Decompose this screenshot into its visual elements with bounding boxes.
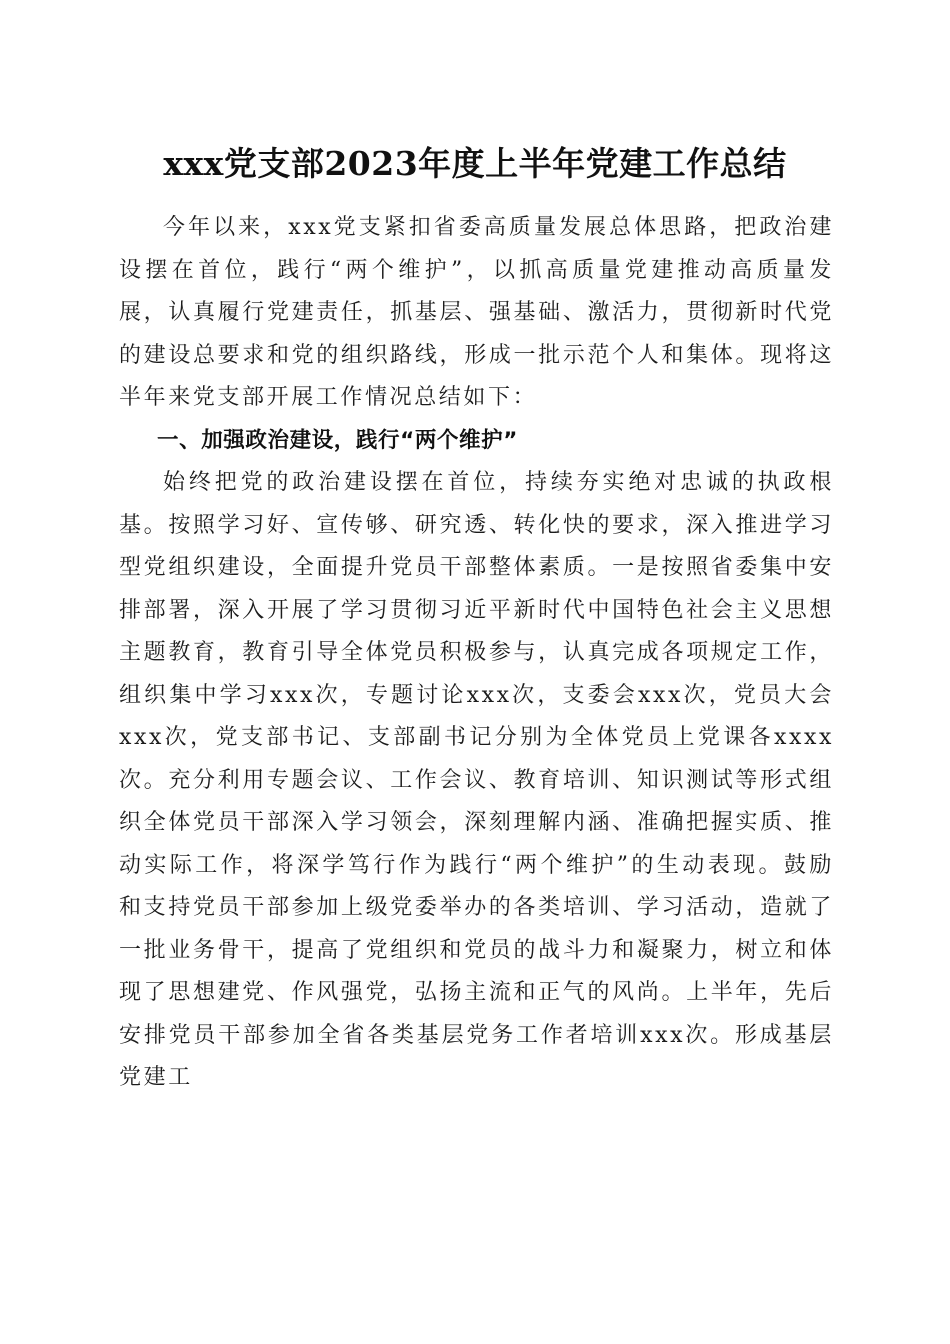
document-title: xxx党支部2023年度上半年党建工作总结 — [163, 144, 787, 183]
section-1-heading: 一、加强政治建设，践行“两个维护” — [157, 427, 518, 453]
document-body — [119, 207, 834, 1100]
section-1-paragraph: 始终把党的政治建设摆在首位，持续夯实绝对忠诚的执政根基。按照学习好、宣传够、研究透、转化快的要求，深入推进学习型党组织建设，全面提升党员干部整体素质。一是按照省委集中安排部署，深入开展了学习贯彻习近平新时代中国特色社会主义思想主题教育，教育引导全体党员积极参与，认真完成各项规定工作，组织集中学习xxx次，专题讨论xxx次，支委会xxx次，党员大会xxx次，党支部书记、支部副书记分别为全体党员上党课各xxxx次。充分利用专题会议、工作会议、教育培训、知识测试等形式组织全体党员干部深入学习领会，深刻理解内涵、准确把握实质、推动实际工作，将深学笃行作为践行“两个维护”的生动表现。鼓励和支持党员干部参加上级党委举办的各类培训、学习活动，造就了一批业务骨干，提高了党组织和党员的战斗力和凝聚力，树立和体现了思想建党、作风强党，弘扬主流和正气的风尚。上半年，先后安排党员干部参加全省各类基层党务工作者培训xxx次。形成基层党建工 — [119, 470, 834, 1090]
intro-paragraph: 今年以来，xxx党支紧扣省委高质量发展总体思路，把政治建设摆在首位，践行“两个维护”，以抓高质量党建推动高质量发展，认真履行党建责任，抓基层、强基础、激活力，贯彻新时代党的建设总要求和党的组织路线，形成一批示范个人和集体。现将这半年来党支部开展工作情况总结如下： — [119, 215, 834, 410]
